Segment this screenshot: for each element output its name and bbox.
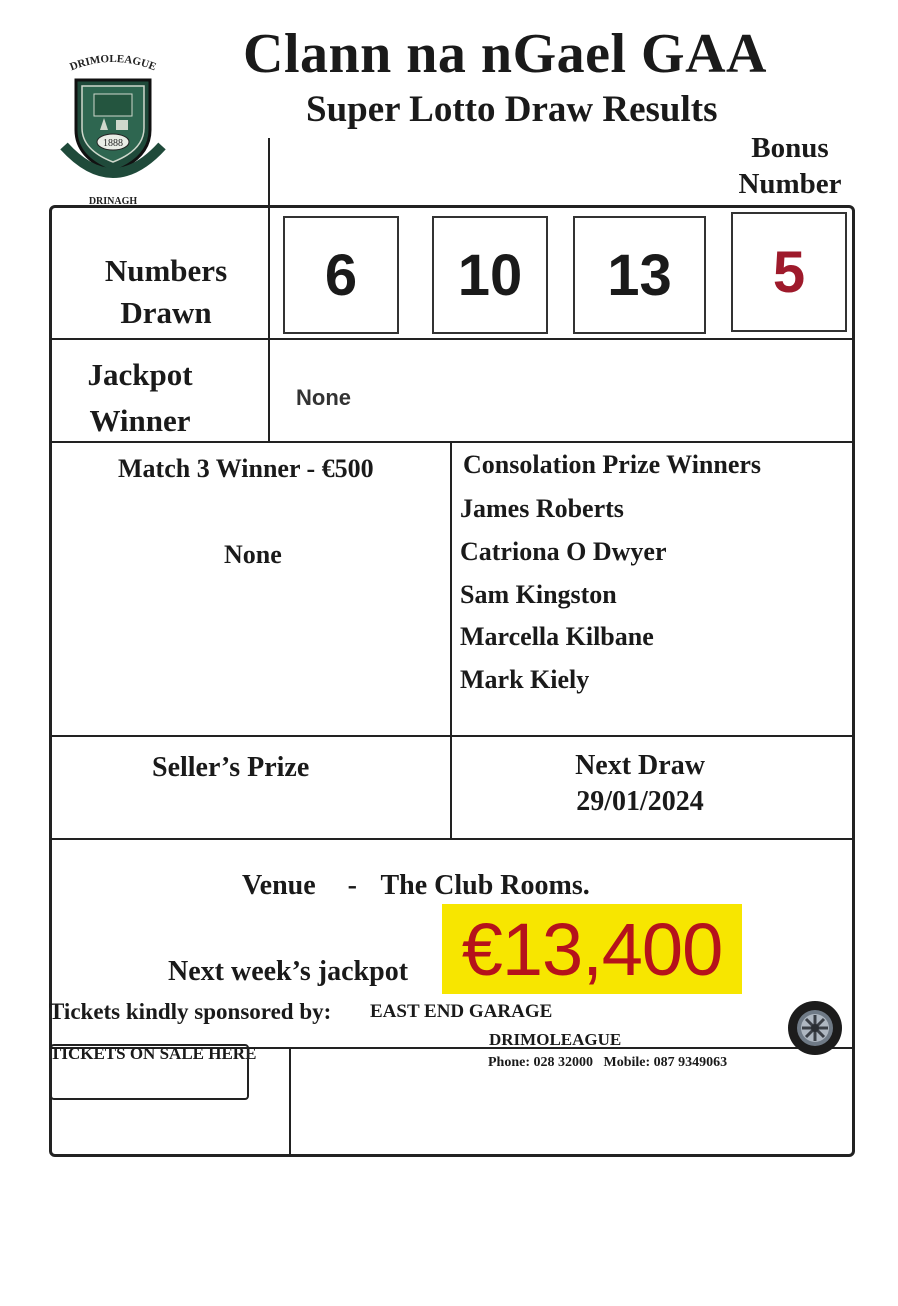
sellers-prize-label: Seller’s Prize xyxy=(152,752,310,783)
numbers-drawn-label xyxy=(56,250,276,334)
club-crest-logo xyxy=(58,50,168,210)
consolation-winner: Marcella Kilbane xyxy=(460,622,654,651)
tickets-sign-box xyxy=(50,1044,249,1100)
venue-separator: - xyxy=(347,870,357,901)
svg-text:DRIMOLEAGUE: DRIMOLEAGUE xyxy=(68,52,158,74)
sponsor-phone: Phone: 028 32000 Mobile: 087 9349063 xyxy=(488,1055,728,1070)
drawn-number-2: 10 xyxy=(432,216,548,334)
header-divider xyxy=(268,138,270,210)
bonus-label-line2: Number xyxy=(738,168,842,200)
sponsor-name: EAST END GARAGE xyxy=(370,1001,553,1022)
row-divider xyxy=(51,838,853,840)
consolation-winner: Mark Kiely xyxy=(460,665,590,694)
column-divider xyxy=(289,1047,291,1155)
next-jackpot-amount: €13,400 xyxy=(442,904,742,994)
venue-label: Venue xyxy=(242,870,316,901)
page-subtitle: Super Lotto Draw Results xyxy=(306,89,718,130)
consolation-heading: Consolation Prize Winners xyxy=(463,450,762,479)
jackpot-label-line2: Winner xyxy=(89,403,191,438)
sponsor-label: Tickets kindly sponsored by: xyxy=(49,999,332,1024)
consolation-winner: Catriona O Dwyer xyxy=(460,537,667,566)
consolation-winner: James Roberts xyxy=(460,494,624,523)
jackpot-winner-label xyxy=(40,352,240,444)
next-jackpot-label: Next week’s jackpot xyxy=(168,956,409,987)
bonus-number: 5 xyxy=(731,212,847,332)
numbers-label-line2: Drawn xyxy=(120,295,212,330)
jackpot-winner-value: None xyxy=(296,385,351,410)
tyre-icon xyxy=(787,1000,843,1056)
row-divider xyxy=(51,735,853,737)
consolation-winner: Sam Kingston xyxy=(460,580,617,609)
svg-text:DRINAGH: DRINAGH xyxy=(88,196,138,207)
jackpot-label-line1: Jackpot xyxy=(87,357,193,392)
venue-line xyxy=(242,870,590,902)
numbers-label-line1: Numbers xyxy=(104,253,228,288)
bonus-label-line1: Bonus xyxy=(751,132,829,164)
column-divider xyxy=(450,441,452,838)
next-draw xyxy=(540,748,740,820)
svg-text:1888: 1888 xyxy=(103,138,123,149)
next-draw-label: Next Draw xyxy=(575,750,705,781)
club-title: Clann na nGael GAA xyxy=(243,23,767,85)
drawn-number-1: 6 xyxy=(283,216,399,334)
venue-value: The Club Rooms. xyxy=(380,870,590,901)
match3-label: Match 3 Winner - €500 xyxy=(118,454,374,483)
next-draw-date: 29/01/2024 xyxy=(576,786,704,817)
match3-value: None xyxy=(224,540,282,569)
row-divider xyxy=(51,338,853,340)
tickets-on-sale-text: TICKETS ON SALE HERE xyxy=(50,1044,257,1063)
sponsor-town: DRIMOLEAGUE xyxy=(489,1030,622,1049)
drawn-number-3: 13 xyxy=(573,216,706,334)
bonus-number-label xyxy=(730,130,850,202)
